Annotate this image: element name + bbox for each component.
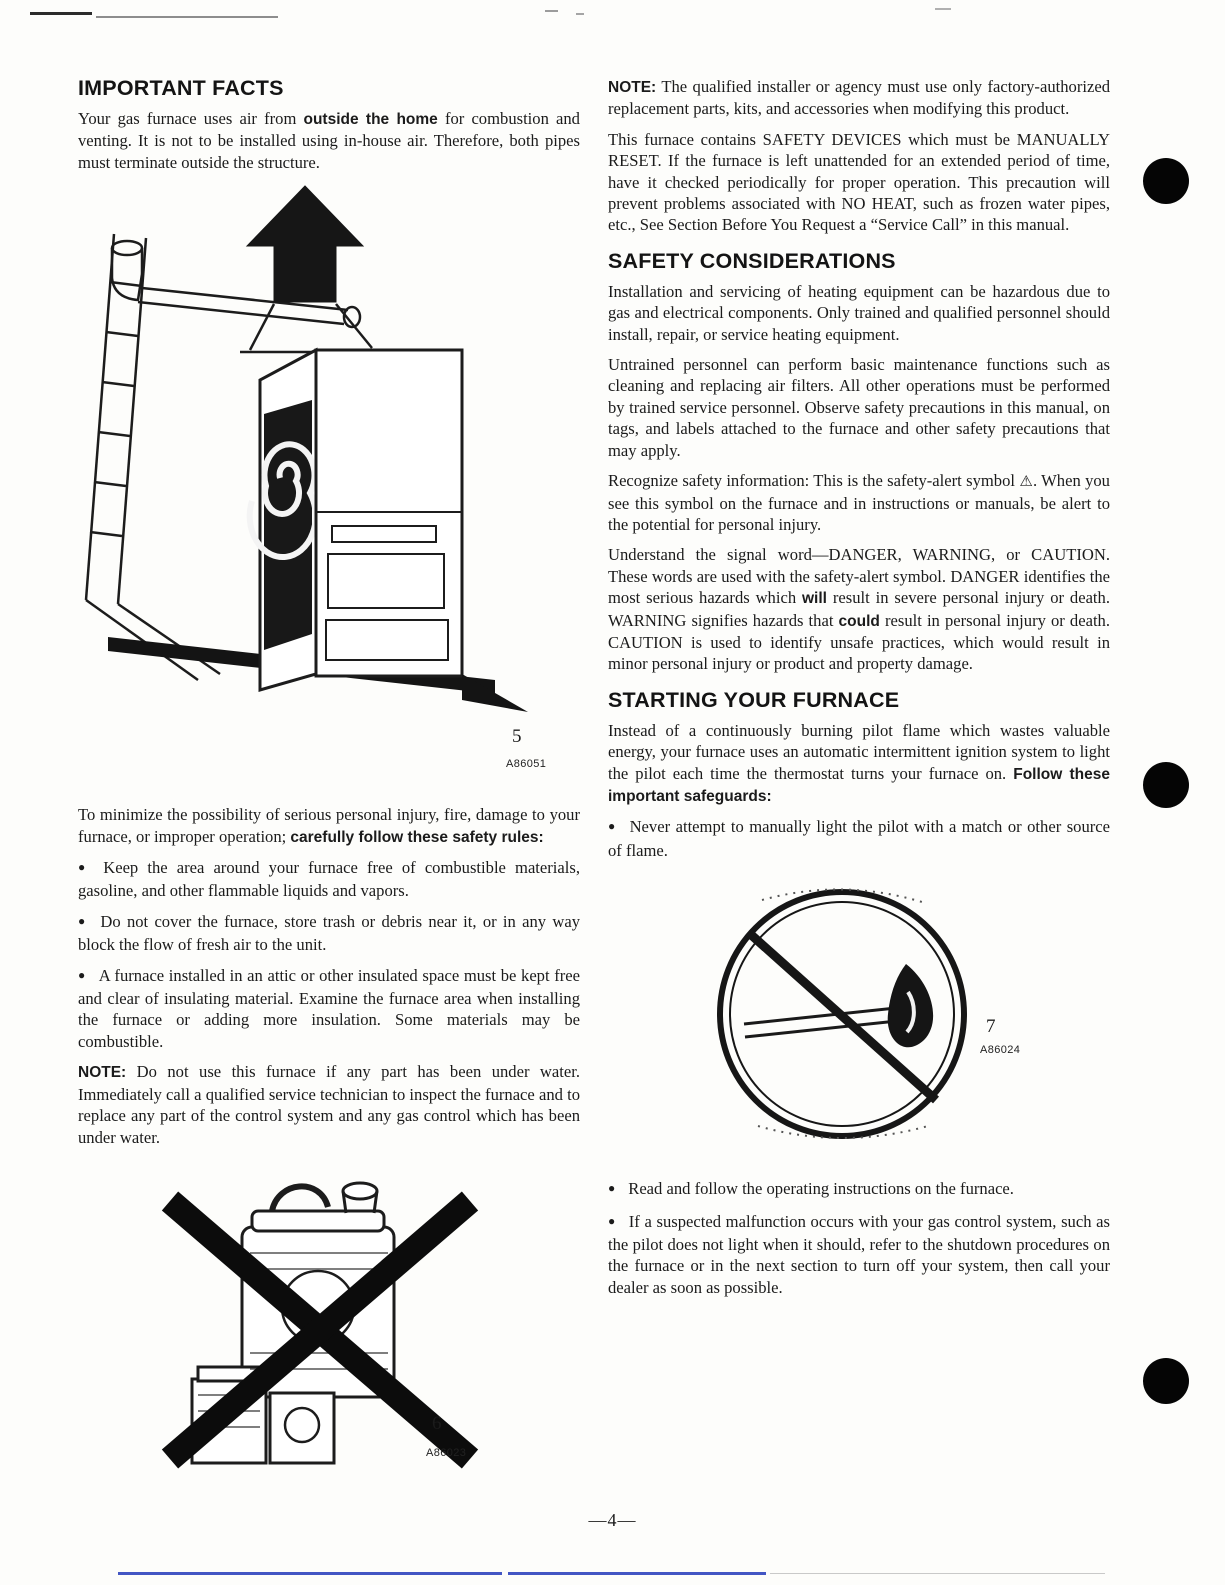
- list-item: [78, 857, 580, 902]
- figure-number: 7: [986, 1016, 996, 1038]
- text-segment: Do not use this furnace if any part has been under water. Immediately call a qualified service technician to inspect the furnace and to replace any part of the control system and any gas control which has been under water.: [78, 1062, 580, 1147]
- text-segment: Understand the signal word—DANGER, WARNING, or CAUTION. These words are used with the safety-alert symbol. DANGER identifies the most serious hazards which: [608, 545, 1110, 608]
- text-segment-bold: Follow these important safeguards:: [608, 765, 1110, 805]
- furnace-vent-illustration: [80, 182, 550, 767]
- scan-artifact-blue-line: [508, 1572, 766, 1575]
- paragraph-recognize: [608, 470, 1110, 535]
- paragraph-safety-devices: This furnace contains SAFETY DEVICES which must be MANUALLY RESET. If the furnace is left unattended for an extended period of time, have it checked periodically for proper operation. This precaution will prevent problems associated with NO HEAT, such as frozen water pipes, etc., See Section Before You Request a “Service Call” in this manual.: [608, 129, 1110, 235]
- text-segment: result in severe personal injury or death. WARNING signifies hazards that: [608, 588, 1110, 630]
- list-item-text: Read and follow the operating instructions on the furnace.: [628, 1179, 1014, 1199]
- figure-furnace-vent: [78, 182, 580, 794]
- page-number: —4—: [588, 1510, 637, 1530]
- scan-artifact: [30, 12, 92, 15]
- text-segment: . When you see this symbol on the furnace and in instructions or manuals, be alert to the potential for personal injury.: [608, 471, 1110, 534]
- text-segment: To minimize the possibility of serious personal injury, fire, damage to your furnace, or improper operation;: [78, 805, 580, 846]
- binding-dot: [1143, 158, 1189, 204]
- scan-artifact: [576, 13, 584, 15]
- list-item-text: If a suspected malfunction occurs with your gas control system, such as the pilot does not light when it should, refer to the shutdown procedures on the furnace or in the next section to turn off your system, then call your dealer as soon as possible.: [608, 1211, 1110, 1297]
- text-segment-bold: carefully follow these safety rules:: [290, 828, 544, 846]
- section-heading-starting-your-furnace: STARTING YOUR FURNACE: [608, 687, 900, 712]
- paragraph-intro: [78, 108, 580, 173]
- bullet-icon: ●: [78, 860, 91, 875]
- note-label: NOTE:: [78, 1064, 127, 1082]
- airflow-arrow: [247, 186, 363, 302]
- scan-artifact: [545, 10, 558, 12]
- furnace-cabinet: [250, 350, 462, 690]
- text-segment: Recognize safety information: This is the safety-alert symbol: [608, 471, 1020, 491]
- bullet-icon: ●: [608, 819, 617, 834]
- paragraph-note: [78, 1061, 580, 1148]
- paragraph-note: [608, 76, 1110, 120]
- bullet-icon: ●: [608, 1213, 616, 1228]
- scan-artifact-blue-line: [118, 1572, 502, 1575]
- list-item: [608, 1178, 1110, 1201]
- right-column: [608, 76, 1110, 1307]
- scan-artifact: [96, 16, 278, 18]
- match-icon: [744, 964, 933, 1047]
- text-segment: Instead of a continuously burning pilot flame which wastes valuable energy, your furnace uses an automatic intermittent ignition system to light the pilot each time the thermostat turns your furnace on.: [608, 720, 1110, 783]
- binding-dot: [1143, 1358, 1189, 1404]
- figure-number: 5: [512, 726, 522, 748]
- list-item: [78, 965, 580, 1053]
- text-segment: The qualified installer or agency must use only factory-authorized replacement parts, kits, and accessories when modifying this product.: [608, 77, 1110, 119]
- list-item-text: Do not cover the furnace, store trash or debris near it, or in any way block the flow of fresh air to the unit.: [78, 911, 581, 955]
- figure-code: A86023: [426, 1446, 467, 1459]
- list-item: [78, 911, 580, 956]
- list-item-text: Keep the area around your furnace free of combustible materials, gasoline, and other flammable liquids and vapors.: [78, 858, 580, 901]
- figure-code: A86024: [980, 1044, 1021, 1057]
- text-segment-bold: could: [838, 612, 880, 630]
- note-label: NOTE:: [608, 79, 657, 96]
- bullet-icon: ●: [608, 1181, 616, 1196]
- safety-alert-icon: ⚠: [1019, 472, 1033, 491]
- list-item-text: A furnace installed in an attic or other insulated space must be kept free and clear of insulating material. Examine the furnace area when installing the furnace or adding more insulation. Some materials may be combustible.: [78, 965, 580, 1051]
- no-match-illustration: [700, 874, 990, 1159]
- scan-artifact: [935, 8, 951, 10]
- text-segment-bold: outside the home: [303, 111, 438, 128]
- binding-dot: [1143, 762, 1189, 808]
- bullet-icon: ●: [78, 967, 86, 982]
- section-heading-important-facts: IMPORTANT FACTS: [78, 76, 284, 100]
- figure-code: A86051: [506, 758, 547, 771]
- paragraph-untrained: Untrained personnel can perform basic maintenance functions such as cleaning and replacing air filters. All other operations must be performed by trained service personnel. Observe safety precautions in this manual, on tags, and labels attached to the furnace and other safety precautions that may apply.: [608, 355, 1110, 460]
- paragraph-minimize: [78, 804, 580, 848]
- list-item: [608, 816, 1110, 861]
- text-segment: Your gas furnace uses air from: [78, 109, 304, 128]
- list-item: [608, 1211, 1110, 1299]
- list-item-text: Never attempt to manually light the pilot with a match or other source of flame.: [608, 817, 1110, 860]
- figure-no-flammables: [78, 1157, 580, 1487]
- text-segment: result in personal injury or death. CAUTION is used to identify unsafe practices, which would result in minor personal injury or product and property damage.: [608, 610, 1110, 674]
- paragraph-instead: [608, 720, 1110, 808]
- text-segment: for combustion and venting. It is not to be installed using in-house air. Therefore, both pipes must terminate outside the structure.: [78, 109, 580, 172]
- figure-no-open-flame: [608, 870, 1110, 1168]
- paragraph-installation: Installation and servicing of heating equipment can be hazardous due to gas and electrical components. Only trained and qualified personnel should install, repair, or service heating equipment.: [608, 281, 1110, 344]
- left-column: [78, 76, 580, 1487]
- bullet-icon: ●: [78, 913, 88, 928]
- shadow-wedge: [462, 674, 528, 712]
- paragraph-understand: [608, 544, 1110, 674]
- scan-artifact: [770, 1573, 1105, 1574]
- figure-number: 6: [432, 1412, 442, 1434]
- section-heading-safety-considerations: SAFETY CONSIDERATIONS: [608, 248, 896, 273]
- text-segment-bold: will: [802, 590, 827, 608]
